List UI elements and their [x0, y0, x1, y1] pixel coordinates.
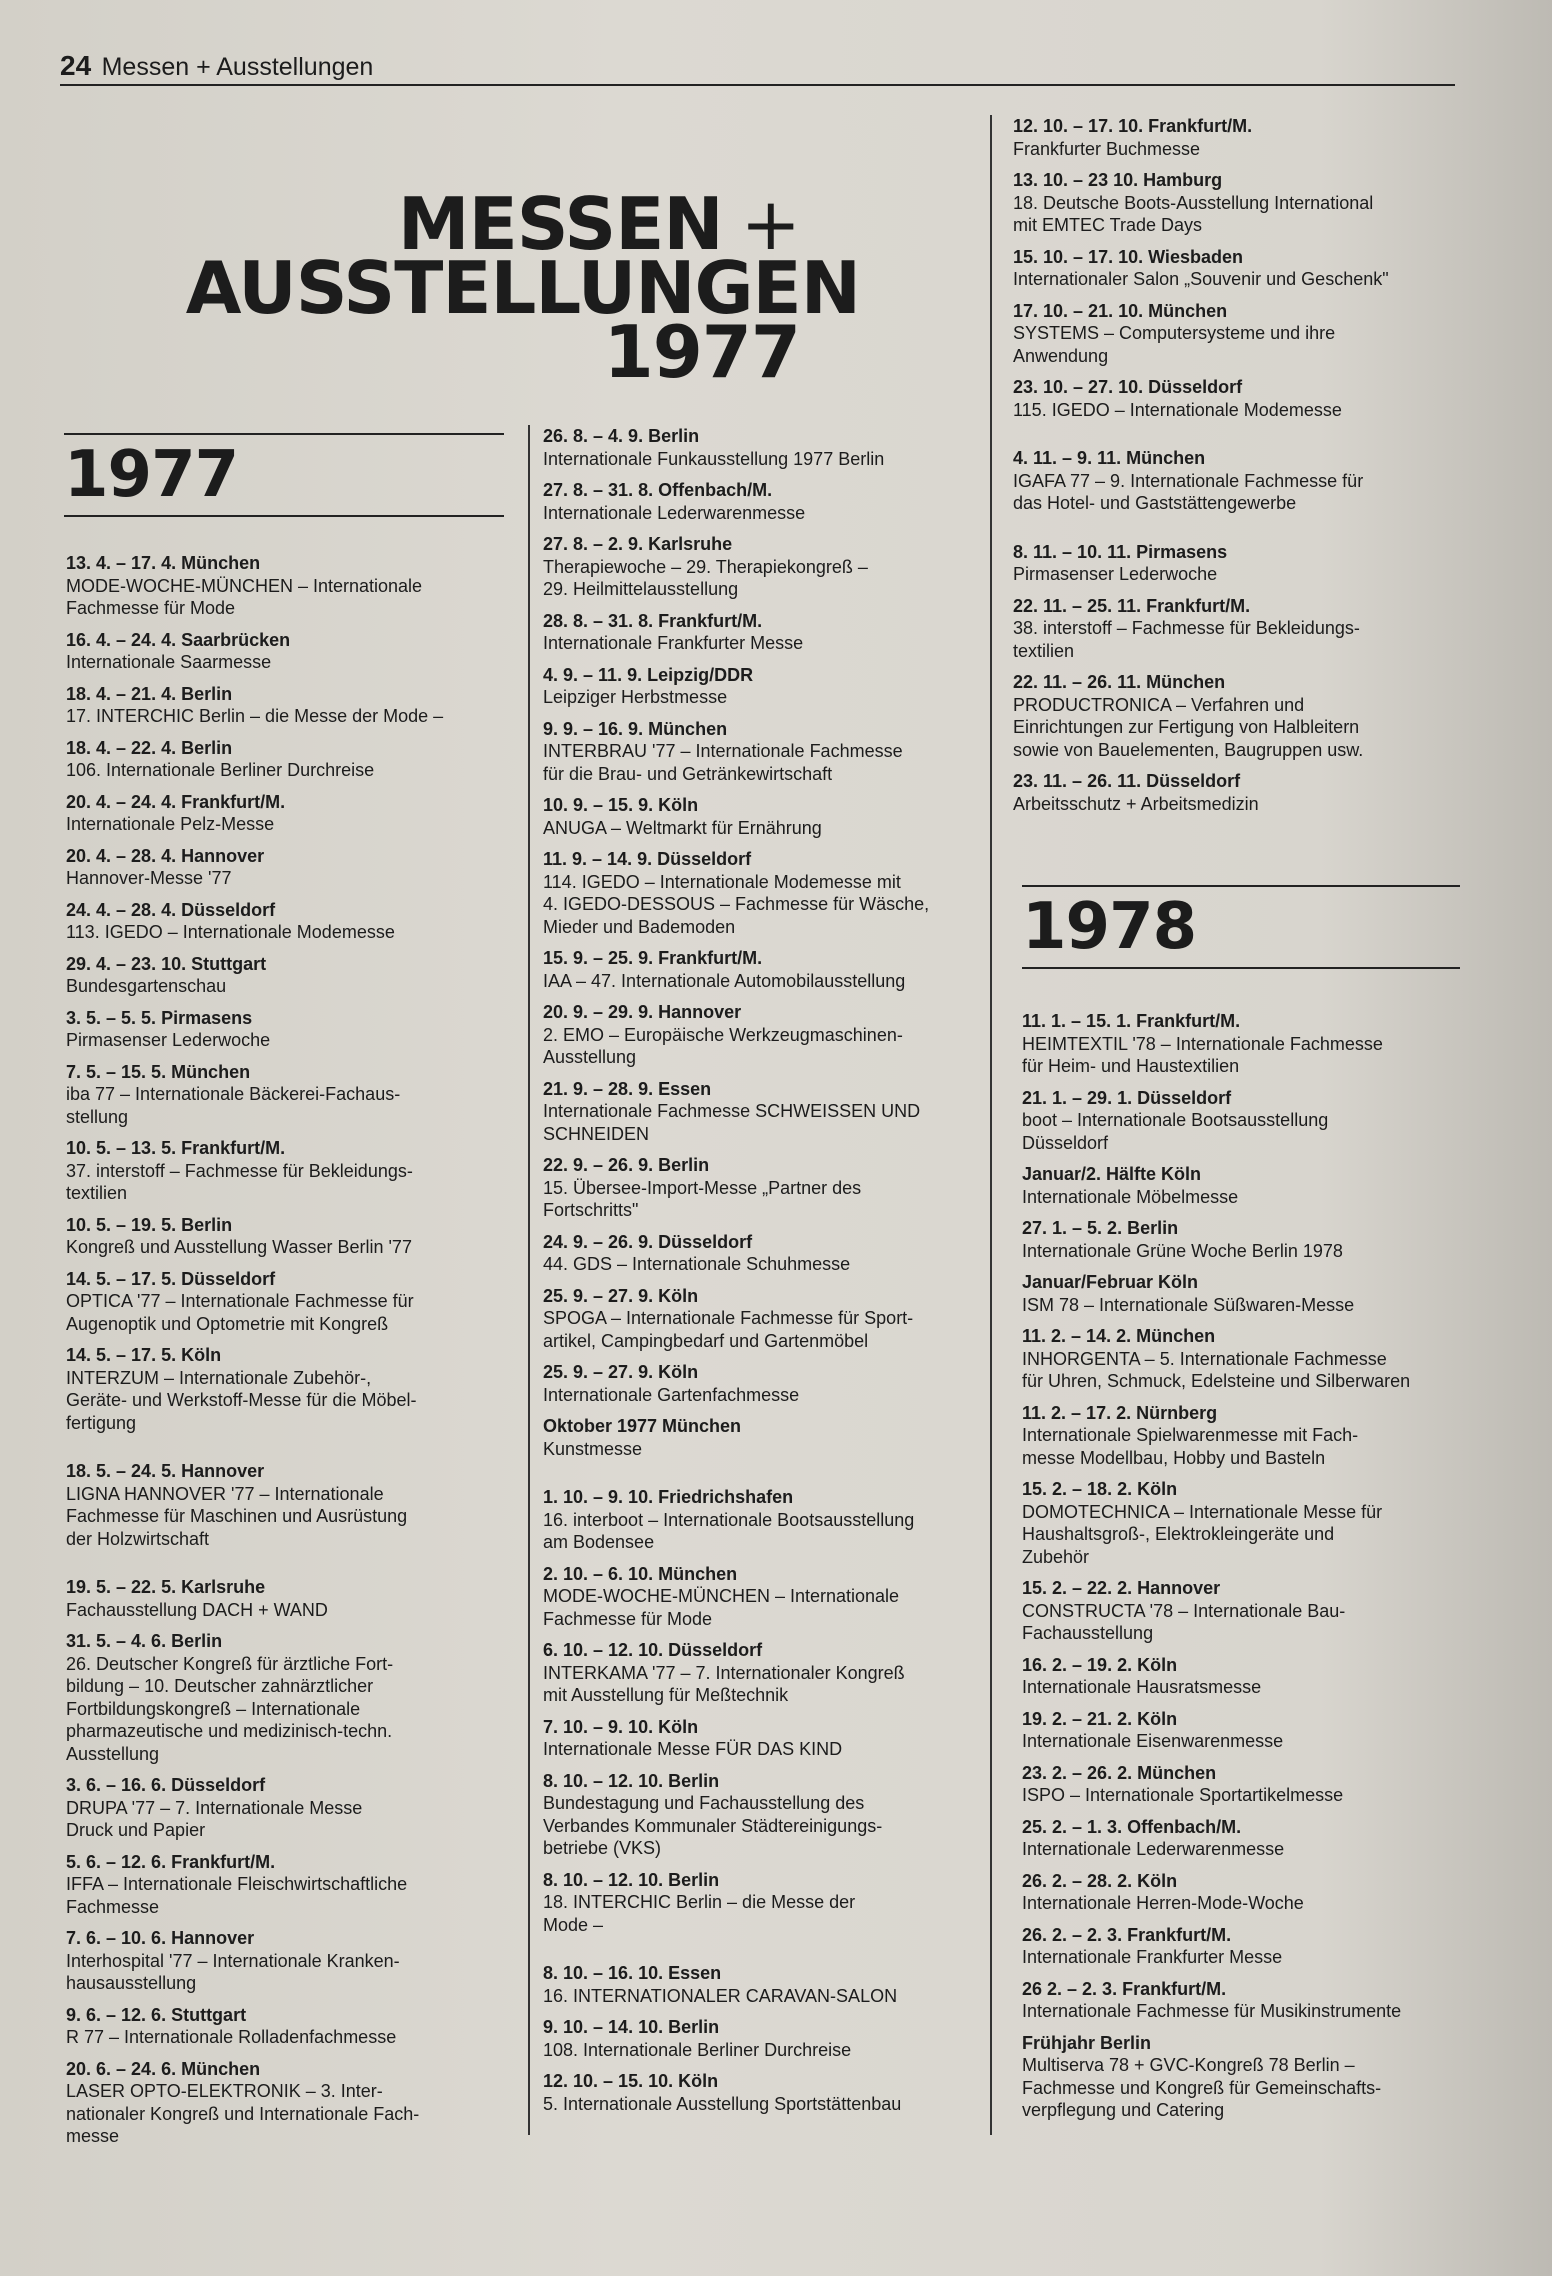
event-entry [66, 845, 511, 890]
event-date: 20. 6. – 24. 6. München [66, 2058, 261, 2079]
event-description: 18. Deutsche Boots-Ausstellung International mit EMTEC Trade Days [1013, 192, 1374, 235]
event-entry [1022, 1870, 1467, 1915]
event-entry [543, 1361, 983, 1406]
event-date: 15. 2. – 18. 2. Köln [1022, 1479, 1178, 1499]
event-date: 23. 11. – 26. 11. Düsseldorf [1013, 771, 1241, 791]
event-entry [1022, 1271, 1467, 1316]
event-entry [66, 1137, 511, 1205]
event-date: 26. 2. – 2. 3. Frankfurt/M. [1022, 1924, 1232, 1945]
event-description: Hannover-Messe '77 [66, 868, 232, 888]
event-description: 15. Übersee-Import-Messe „Partner des Fortschritts" [543, 1177, 862, 1220]
event-description: Internationaler Salon „Souvenir und Geschenk" [1013, 269, 1389, 289]
column-1977-part2 [543, 425, 983, 2124]
event-description: Internationale Fachmesse SCHWEISSEN UND SCHNEIDEN [543, 1101, 921, 1144]
event-entry [66, 1061, 511, 1129]
event-date: 3. 6. – 16. 6. Düsseldorf [66, 1775, 266, 1795]
event-date: Frühjahr Berlin [1022, 2032, 1152, 2053]
event-description: boot – Internationale Bootsausstellung Düsseldorf [1022, 1110, 1329, 1153]
event-date: 15. 2. – 22. 2. Hannover [1022, 1578, 1221, 1598]
event-description: Pirmasenser Lederwoche [66, 1030, 271, 1050]
event-date: 13. 4. – 17. 4. München [66, 553, 261, 573]
event-description: 38. interstoff – Fachmesse für Bekleidungs- textilien [1013, 618, 1360, 661]
event-description: 17. INTERCHIC Berlin – die Messe der Mode – [66, 706, 444, 726]
event-entry [66, 629, 511, 674]
event-description: MODE-WOCHE-MÜNCHEN – Internationale Fachmesse für Mode [66, 575, 423, 618]
event-description: INHORGENTA – 5. Internationale Fachmesse für Uhren, Schmuck, Edelsteine und Silberwaren [1022, 1348, 1411, 1391]
event-entry [1013, 770, 1458, 815]
event-date: 5. 6. – 12. 6. Frankfurt/M. [66, 1851, 276, 1872]
event-entry [1022, 1217, 1467, 1262]
event-entry [66, 1927, 511, 1995]
event-date: 20. 4. – 28. 4. Hannover [66, 845, 265, 866]
event-description: Internationale Herren-Mode-Woche [1022, 1893, 1304, 1913]
title-line-3: 1977 [603, 310, 800, 394]
event-date: 4. 11. – 9. 11. München [1013, 448, 1206, 468]
event-date: 14. 5. – 17. 5. Köln [66, 1345, 222, 1365]
event-entry [543, 664, 983, 709]
event-description: 37. interstoff – Fachmesse für Bekleidungs- textilien [66, 1160, 413, 1203]
event-entry [543, 1415, 983, 1460]
event-date: 3. 5. – 5. 5. Pirmasens [66, 1007, 253, 1028]
event-date: 24. 4. – 28. 4. Düsseldorf [66, 899, 276, 920]
page-number: 24 [60, 50, 92, 81]
event-entry [1013, 671, 1458, 761]
event-description: MODE-WOCHE-MÜNCHEN – Internationale Fachmesse für Mode [543, 1586, 900, 1629]
event-date: 26. 8. – 4. 9. Berlin [543, 426, 700, 446]
event-description: iba 77 – Internationale Bäckerei-Fachaus- stellung [66, 1084, 401, 1127]
event-date: 29. 4. – 23. 10. Stuttgart [66, 953, 267, 974]
event-entry [543, 1962, 983, 2007]
event-description: Internationale Saarmesse [66, 652, 272, 672]
event-date: 12. 10. – 15. 10. Köln [543, 2071, 719, 2091]
event-entry [1013, 447, 1458, 515]
event-date: 2. 10. – 6. 10. München [543, 1563, 738, 1584]
page-header [60, 50, 1455, 86]
event-entry [543, 2016, 983, 2061]
event-description: 114. IGEDO – Internationale Modemesse mit 4. IGEDO-DESSOUS – Fachmesse für Wäsche, Mieder und Bademoden [543, 871, 930, 937]
event-entry [543, 1285, 983, 1353]
event-date: 10. 9. – 15. 9. Köln [543, 795, 699, 815]
event-entry [66, 2004, 511, 2049]
event-description: DOMOTECHNICA – Internationale Messe für Haushaltsgroß-, Elektrokleingeräte und Zubehör [1022, 1501, 1383, 1567]
event-date: 26 2. – 2. 3. Frankfurt/M. [1022, 1978, 1227, 1999]
event-description: 115. IGEDO – Internationale Modemesse [1013, 399, 1342, 420]
event-date: 24. 9. – 26. 9. Düsseldorf [543, 1231, 753, 1252]
event-description: Multiserva 78 + GVC-Kongreß 78 Berlin – Fachmesse und Kongreß für Gemeinschafts- verpflegung und Catering [1022, 2055, 1382, 2120]
event-date: Oktober 1977 München [543, 1416, 742, 1436]
event-description: INTERBRAU '77 – Internationale Fachmesse für die Brau- und Getränkewirtschaft [543, 741, 903, 784]
event-entry [1022, 1816, 1467, 1861]
event-description: R 77 – Internationale Rolladenfachmesse [66, 2027, 397, 2047]
event-description: Internationale Hausratsmesse [1022, 1677, 1262, 1697]
event-entry [543, 1639, 983, 1707]
event-description: IGAFA 77 – 9. Internationale Fachmesse für das Hotel- und Gaststättengewerbe [1013, 470, 1364, 513]
event-description: Internationale Frankfurter Messe [543, 633, 804, 653]
title-line-1: MESSEN [397, 182, 723, 266]
event-description: Interhospital '77 – Internationale Kranken- hausausstellung [66, 1950, 400, 1993]
event-date: 22. 9. – 26. 9. Berlin [543, 1155, 710, 1175]
event-date: 21. 1. – 29. 1. Düsseldorf [1022, 1087, 1232, 1108]
event-date: 25. 9. – 27. 9. Köln [543, 1285, 699, 1306]
event-entry [1022, 2032, 1467, 2122]
event-description: LIGNA HANNOVER '77 – Internationale Fachmesse für Maschinen und Ausrüstung der Holzwirtschaft [66, 1483, 408, 1549]
event-description: ISM 78 – Internationale Süßwaren-Messe [1022, 1294, 1355, 1315]
event-description: IFFA – Internationale Fleischwirtschaftliche Fachmesse [66, 1874, 408, 1917]
event-entry [543, 1001, 983, 1069]
event-date: 7. 6. – 10. 6. Hannover [66, 1928, 255, 1948]
event-entry [543, 1869, 983, 1937]
event-description: Fachausstellung DACH + WAND [66, 1599, 328, 1620]
event-date: 15. 10. – 17. 10. Wiesbaden [1013, 246, 1243, 267]
event-date: 26. 2. – 28. 2. Köln [1022, 1870, 1178, 1891]
year-label: 1978 [1022, 890, 1197, 964]
event-date: 14. 5. – 17. 5. Düsseldorf [66, 1268, 276, 1289]
event-date: 9. 10. – 14. 10. Berlin [543, 2017, 720, 2037]
column-1978 [1022, 1010, 1467, 2131]
event-entry [543, 1154, 983, 1222]
event-entry [543, 425, 983, 470]
event-date: 7. 10. – 9. 10. Köln [543, 1716, 699, 1737]
event-entry [1022, 1924, 1467, 1969]
event-entry [1013, 300, 1458, 368]
event-description: 113. IGEDO – Internationale Modemesse [66, 922, 395, 942]
event-date: 25. 2. – 1. 3. Offenbach/M. [1022, 1816, 1242, 1837]
year-heading-1978 [1022, 885, 1460, 969]
event-date: 19. 5. – 22. 5. Karlsruhe [66, 1577, 266, 1597]
event-description: CONSTRUCTA '78 – Internationale Bau- Fachausstellung [1022, 1600, 1346, 1643]
event-entry [543, 2070, 983, 2115]
event-date: 23. 2. – 26. 2. München [1022, 1762, 1217, 1783]
event-date: 20. 9. – 29. 9. Hannover [543, 1002, 742, 1022]
event-entry [66, 552, 511, 620]
event-entry [66, 1774, 511, 1842]
event-entry [66, 2058, 511, 2148]
event-entry [543, 479, 983, 524]
event-description: Bundestagung und Fachausstellung des Verbandes Kommunaler Städtereinigungs- betriebe (VKS) [543, 1793, 883, 1858]
event-date: 20. 4. – 24. 4. Frankfurt/M. [66, 791, 286, 812]
event-date: 28. 8. – 31. 8. Frankfurt/M. [543, 610, 763, 631]
event-description: Internationale Funkausstellung 1977 Berlin [543, 448, 885, 469]
event-date: 13. 10. – 23 10. Hamburg [1013, 170, 1223, 190]
event-description: Therapiewoche – 29. Therapiekongreß – 29. Heilmittelausstellung [543, 556, 868, 599]
event-entry [66, 1214, 511, 1259]
event-description: Internationale Eisenwarenmesse [1022, 1731, 1284, 1751]
event-description: HEIMTEXTIL '78 – Internationale Fachmesse für Heim- und Haustextilien [1022, 1033, 1383, 1076]
event-description: IAA – 47. Internationale Automobilausstellung [543, 970, 906, 991]
event-date: 4. 9. – 11. 9. Leipzig/DDR [543, 664, 754, 685]
event-date: 16. 2. – 19. 2. Köln [1022, 1654, 1178, 1675]
event-entry [543, 533, 983, 601]
event-date: 6. 10. – 12. 10. Düsseldorf [543, 1640, 763, 1660]
event-date: 12. 10. – 17. 10. Frankfurt/M. [1013, 116, 1253, 136]
event-date: 27. 8. – 2. 9. Karlsruhe [543, 534, 733, 554]
event-entry [1013, 541, 1458, 586]
event-description: 26. Deutscher Kongreß für ärztliche Fort- bildung – 10. Deutscher zahnärztlicher Fortbildungskongreß – Internationale pharmazeutische und medizinisch-techn. Ausstellung [66, 1653, 394, 1764]
event-date: 8. 10. – 12. 10. Berlin [543, 1770, 720, 1791]
event-date: 10. 5. – 13. 5. Frankfurt/M. [66, 1138, 286, 1158]
event-description: Kongreß und Ausstellung Wasser Berlin '77 [66, 1237, 412, 1257]
event-date: 11. 9. – 14. 9. Düsseldorf [543, 849, 752, 869]
event-date: 27. 8. – 31. 8. Offenbach/M. [543, 480, 773, 500]
event-entry [66, 1344, 511, 1434]
event-entry [1013, 115, 1458, 160]
event-entry [543, 848, 983, 938]
event-description: Pirmasenser Lederwoche [1013, 564, 1218, 584]
event-date: 16. 4. – 24. 4. Saarbrücken [66, 629, 291, 650]
event-entry [66, 1007, 511, 1052]
event-description: Internationale Gartenfachmesse [543, 1384, 800, 1405]
event-date: 25. 9. – 27. 9. Köln [543, 1362, 699, 1382]
event-date: 22. 11. – 26. 11. München [1013, 672, 1226, 692]
event-date: 11. 2. – 14. 2. München [1022, 1326, 1216, 1346]
event-description: LASER OPTO-ELEKTRONIK – 3. Inter- nationaler Kongreß und Internationale Fach- messe [66, 2081, 420, 2146]
running-head: Messen + Ausstellungen [101, 53, 374, 81]
event-description: OPTICA '77 – Internationale Fachmesse für Augenoptik und Optometrie mit Kongreß [66, 1291, 414, 1334]
event-entry [1022, 1325, 1467, 1393]
event-entry [1022, 1478, 1467, 1568]
event-date: 18. 4. – 21. 4. Berlin [66, 683, 233, 704]
event-entry [66, 953, 511, 998]
event-entry [1022, 1577, 1467, 1645]
event-date: 9. 6. – 12. 6. Stuttgart [66, 2004, 247, 2025]
event-entry [1022, 1402, 1467, 1470]
year-heading-1977 [64, 433, 504, 517]
event-date: 7. 5. – 15. 5. München [66, 1061, 251, 1082]
event-entry [1022, 1762, 1467, 1807]
event-entry [66, 1630, 511, 1765]
event-description: 44. GDS – Internationale Schuhmesse [543, 1254, 851, 1274]
event-description: Arbeitsschutz + Arbeitsmedizin [1013, 793, 1259, 814]
event-entry [1013, 595, 1458, 663]
event-entry [1022, 1087, 1467, 1155]
column-divider [990, 115, 992, 2135]
event-entry [66, 1851, 511, 1919]
event-description: Internationale Möbelmesse [1022, 1186, 1239, 1207]
event-entry [1013, 169, 1458, 237]
event-date: 11. 1. – 15. 1. Frankfurt/M. [1022, 1011, 1241, 1031]
event-entry [66, 899, 511, 944]
main-title [60, 182, 860, 394]
event-entry [66, 1576, 511, 1621]
event-entry [66, 683, 511, 728]
event-description: Internationale Grüne Woche Berlin 1978 [1022, 1240, 1343, 1261]
event-description: 18. INTERCHIC Berlin – die Messe der Mode – [543, 1892, 856, 1935]
event-description: Internationale Pelz-Messe [66, 814, 275, 834]
event-entry [543, 1770, 983, 1860]
event-date: 8. 10. – 16. 10. Essen [543, 1963, 722, 1983]
event-entry [543, 1563, 983, 1631]
event-entry [1022, 1163, 1467, 1208]
event-description: Internationale Spielwarenmesse mit Fach- messe Modellbau, Hobby und Basteln [1022, 1425, 1359, 1468]
event-date: 11. 2. – 17. 2. Nürnberg [1022, 1402, 1218, 1423]
column-1977-part3 [1013, 115, 1458, 824]
event-description: 5. Internationale Ausstellung Sportstättenbau [543, 2093, 902, 2114]
event-date: 8. 11. – 10. 11. Pirmasens [1013, 541, 1228, 562]
event-description: 108. Internationale Berliner Durchreise [543, 2039, 852, 2060]
event-description: Leipziger Herbstmesse [543, 687, 728, 707]
event-date: 10. 5. – 19. 5. Berlin [66, 1214, 233, 1235]
event-description: Internationale Lederwarenmesse [543, 502, 806, 523]
event-entry [543, 1716, 983, 1761]
year-label: 1977 [64, 438, 239, 512]
event-description: Internationale Frankfurter Messe [1022, 1947, 1283, 1967]
event-description: DRUPA '77 – 7. Internationale Messe Druck und Papier [66, 1797, 363, 1840]
title-line-2: AUSSTELLUNGEN [185, 246, 860, 330]
event-date: 19. 2. – 21. 2. Köln [1022, 1708, 1178, 1729]
event-entry [66, 737, 511, 782]
event-description: Kunstmesse [543, 1438, 643, 1459]
event-description: Internationale Messe FÜR DAS KIND [543, 1739, 843, 1759]
event-date: 31. 5. – 4. 6. Berlin [66, 1631, 223, 1651]
event-entry [66, 1268, 511, 1336]
event-date: 9. 9. – 16. 9. München [543, 718, 728, 739]
event-description: ANUGA – Weltmarkt für Ernährung [543, 817, 822, 838]
event-date: 8. 10. – 12. 10. Berlin [543, 1869, 720, 1890]
event-entry [543, 794, 983, 839]
event-description: 2. EMO – Europäische Werkzeugmaschinen- Ausstellung [543, 1024, 903, 1067]
event-date: 15. 9. – 25. 9. Frankfurt/M. [543, 948, 763, 968]
event-entry [66, 791, 511, 836]
event-date: 18. 4. – 22. 4. Berlin [66, 737, 233, 758]
event-entry [1022, 1978, 1467, 2023]
column-1977-part1 [66, 552, 511, 2157]
event-description: 16. interboot – Internationale Bootsausstellung am Bodensee [543, 1509, 915, 1552]
event-description: Bundesgartenschau [66, 976, 227, 996]
event-entry [543, 1231, 983, 1276]
event-description: Internationale Fachmesse für Musikinstrumente [1022, 2001, 1402, 2021]
event-description: 16. INTERNATIONALER CARAVAN-SALON [543, 1985, 898, 2006]
event-date: Januar/Februar Köln [1022, 1272, 1199, 1292]
event-date: 18. 5. – 24. 5. Hannover [66, 1461, 265, 1481]
event-date: 22. 11. – 25. 11. Frankfurt/M. [1013, 595, 1251, 616]
event-description: PRODUCTRONICA – Verfahren und Einrichtungen zur Fertigung von Halbleitern sowie von Bauelementen, Baugruppen usw. [1013, 694, 1364, 760]
event-entry [66, 1460, 511, 1550]
column-divider [528, 425, 530, 2135]
event-date: 17. 10. – 21. 10. München [1013, 300, 1228, 321]
event-date: Januar/2. Hälfte Köln [1022, 1164, 1202, 1184]
event-entry [1022, 1654, 1467, 1699]
event-entry [543, 1486, 983, 1554]
event-entry [543, 1078, 983, 1146]
event-description: INTERZUM – Internationale Zubehör-, Geräte- und Werkstoff-Messe für die Möbel- fertigung [66, 1367, 417, 1433]
event-description: 106. Internationale Berliner Durchreise [66, 760, 375, 780]
event-entry [1013, 376, 1458, 421]
event-date: 21. 9. – 28. 9. Essen [543, 1078, 712, 1099]
event-entry [543, 718, 983, 786]
event-description: Frankfurter Buchmesse [1013, 138, 1201, 159]
event-description: ISPO – Internationale Sportartikelmesse [1022, 1785, 1344, 1805]
event-date: 27. 1. – 5. 2. Berlin [1022, 1218, 1179, 1238]
event-entry [1013, 246, 1458, 291]
event-description: Internationale Lederwarenmesse [1022, 1839, 1285, 1859]
title-plus: + [740, 182, 800, 266]
event-entry [543, 947, 983, 992]
event-entry [1022, 1010, 1467, 1078]
event-date: 1. 10. – 9. 10. Friedrichshafen [543, 1487, 794, 1507]
event-entry [543, 610, 983, 655]
event-description: SPOGA – Internationale Fachmesse für Sport- artikel, Campingbedarf und Gartenmöbel [543, 1308, 914, 1351]
event-entry [1022, 1708, 1467, 1753]
event-date: 23. 10. – 27. 10. Düsseldorf [1013, 377, 1243, 397]
event-description: SYSTEMS – Computersysteme und ihre Anwendung [1013, 323, 1336, 366]
event-description: INTERKAMA '77 – 7. Internationaler Kongreß mit Ausstellung für Meßtechnik [543, 1662, 905, 1705]
